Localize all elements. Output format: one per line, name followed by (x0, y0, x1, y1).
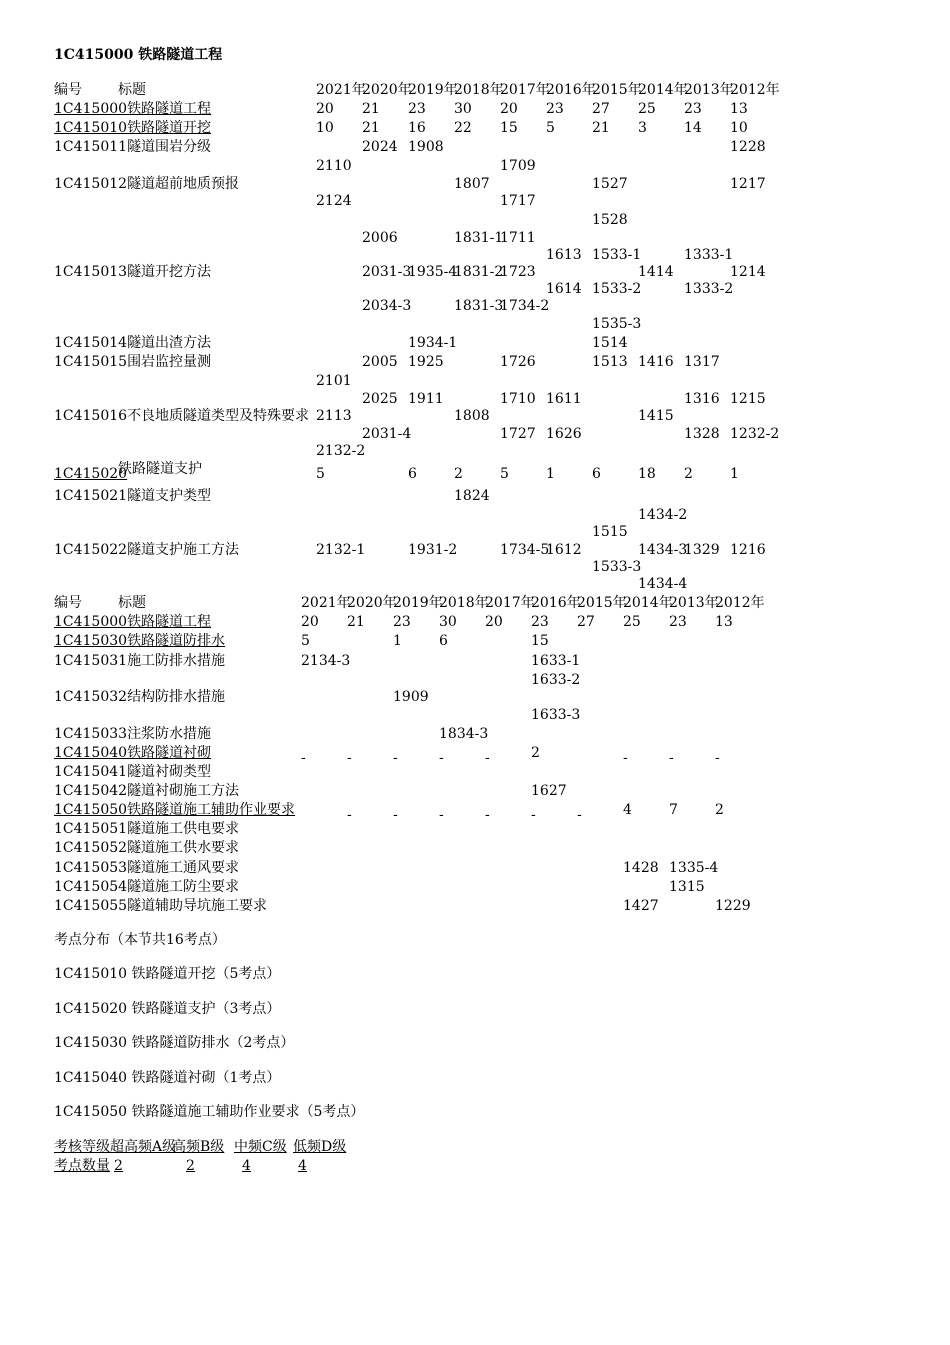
cell: 1626 (546, 426, 582, 442)
cell: 21 (362, 120, 380, 136)
row-label: 1C415014隧道出渣方法 (54, 335, 212, 351)
row-label: 1C415000铁路隧道工程 (54, 614, 212, 630)
cell: 1316 (684, 391, 720, 407)
summary-item: 1C415040 铁路隧道衬砌（1考点） (54, 1070, 281, 1086)
dash-cell: - (485, 807, 490, 823)
dash-cell: - (393, 807, 398, 823)
level-count: 4 (298, 1158, 307, 1174)
summary-heading: 考点分布（本节共16考点） (54, 932, 226, 948)
cell: 1415 (638, 408, 674, 424)
row-label: 1C415022隧道支护施工方法 (54, 542, 240, 558)
dash-cell: - (439, 807, 444, 823)
cell: 1434-3 (638, 542, 688, 558)
cell: 1533-3 (592, 559, 642, 575)
cell: 1215 (730, 391, 766, 407)
row-label: 1C415054隧道施工防尘要求 (54, 879, 240, 895)
cell: 1727 (500, 426, 536, 442)
col-header-title: 标题 (118, 595, 146, 611)
cell: 18 (638, 466, 656, 482)
cell: 1 (546, 466, 555, 482)
cell: 1335-4 (669, 860, 719, 876)
cell: 1214 (730, 264, 766, 280)
cell: 4 (623, 802, 632, 818)
cell: 13 (715, 614, 733, 630)
year-header: 2016年 (546, 82, 596, 98)
cell: 1611 (546, 391, 582, 407)
row-label: 1C415033注浆防水措施 (54, 726, 212, 742)
cell: 1614 (546, 281, 582, 297)
cell: 23 (684, 101, 702, 117)
level-count: 2 (186, 1158, 195, 1174)
cell: 2031-3 (362, 264, 412, 280)
dash-cell: - (577, 807, 582, 823)
cell: 15 (500, 120, 518, 136)
row-label: 1C415053隧道施工通风要求 (54, 860, 240, 876)
cell: 2110 (316, 158, 352, 174)
cell: 16 (408, 120, 426, 136)
row-label: 1C415052隧道施工供水要求 (54, 840, 240, 856)
cell: 1935-4 (408, 264, 458, 280)
cell: 2 (715, 802, 724, 818)
cell: 23 (669, 614, 687, 630)
level-count: 2 (114, 1158, 123, 1174)
dash-cell: - (301, 750, 306, 766)
level-grade: 超高频A级 (110, 1139, 177, 1155)
level-grade: 高频B级 (172, 1139, 225, 1155)
dash-cell: - (485, 750, 490, 766)
dash-cell: - (715, 750, 720, 766)
cell: 1627 (531, 783, 567, 799)
summary-item: 1C415020 铁路隧道支护（3考点） (54, 1001, 281, 1017)
cell: 1931-2 (408, 542, 458, 558)
dash-cell: - (347, 807, 352, 823)
dash-cell: - (669, 750, 674, 766)
cell: 1911 (408, 391, 444, 407)
cell: 1934-1 (408, 335, 458, 351)
cell: 1232-2 (730, 426, 780, 442)
cell: 1217 (730, 176, 766, 192)
cell: 20 (316, 101, 334, 117)
level-grade: 中频C级 (234, 1139, 287, 1155)
year-header: 2015年 (592, 82, 642, 98)
year-header: 2014年 (623, 595, 673, 611)
cell: 13 (730, 101, 748, 117)
cell: 21 (347, 614, 365, 630)
cell: 1333-1 (684, 247, 734, 263)
level-grade: 低频D级 (293, 1139, 347, 1155)
dash-cell: - (531, 807, 536, 823)
cell: 1428 (623, 860, 659, 876)
cell: 1633-1 (531, 653, 581, 669)
cell: 1612 (546, 542, 582, 558)
cell: 1717 (500, 193, 536, 209)
cell: 1925 (408, 354, 444, 370)
cell: 2132-1 (316, 542, 366, 558)
cell: 2025 (362, 391, 398, 407)
summary-item: 1C415050 铁路隧道施工辅助作业要求（5考点） (54, 1104, 365, 1120)
cell: 1 (393, 633, 402, 649)
cell: 1317 (684, 354, 720, 370)
cell: 1633-2 (531, 672, 581, 688)
cell: 1333-2 (684, 281, 734, 297)
cell: 2034-3 (362, 298, 412, 314)
cell: 1414 (638, 264, 674, 280)
year-header: 2021年 (301, 595, 351, 611)
row-label: 1C415040铁路隧道衬砌 (54, 745, 212, 761)
year-header: 2012年 (730, 82, 780, 98)
cell: 30 (454, 101, 472, 117)
cell: 10 (730, 120, 748, 136)
row-label: 1C415042隧道衬砌施工方法 (54, 783, 240, 799)
year-header: 2017年 (485, 595, 535, 611)
cell: 2 (531, 745, 540, 761)
cell: 2031-4 (362, 426, 412, 442)
dash-cell: - (393, 750, 398, 766)
col-header-code: 编号 (54, 595, 82, 611)
year-header: 2018年 (454, 82, 504, 98)
cell: 2124 (316, 193, 352, 209)
cell: 14 (684, 120, 702, 136)
col-header-code: 编号 (54, 82, 82, 98)
cell: 23 (546, 101, 564, 117)
cell: 25 (623, 614, 641, 630)
cell: 1831-2 (454, 264, 504, 280)
cell: 1533-1 (592, 247, 642, 263)
cell: 1535-3 (592, 316, 642, 332)
cell: 23 (393, 614, 411, 630)
cell: 1726 (500, 354, 536, 370)
cell: 20 (485, 614, 503, 630)
cell: 1808 (454, 408, 490, 424)
cell: 1909 (393, 689, 429, 705)
cell: 7 (669, 802, 678, 818)
cell: 1216 (730, 542, 766, 558)
cell: 1710 (500, 391, 536, 407)
cell: 5 (301, 633, 310, 649)
cell: 1613 (546, 247, 582, 263)
cell: 1328 (684, 426, 720, 442)
cell: 1527 (592, 176, 628, 192)
row-label: 1C415031施工防排水措施 (54, 653, 226, 669)
cell: 10 (316, 120, 334, 136)
cell: 20 (500, 101, 518, 117)
cell: 15 (531, 633, 549, 649)
year-header: 2021年 (316, 82, 366, 98)
year-header: 2019年 (408, 82, 458, 98)
cell: 22 (454, 120, 472, 136)
cell: 2134-3 (301, 653, 351, 669)
levels-count-label: 考点数量 (54, 1158, 110, 1174)
row-label: 1C415000铁路隧道工程 (54, 101, 212, 117)
cell: 1908 (408, 139, 444, 155)
cell: 1 (730, 466, 739, 482)
row-label-text: 铁路隧道支护 (118, 461, 202, 477)
row-label: 1C415021隧道支护类型 (54, 488, 212, 504)
row-label: 1C415010铁路隧道开挖 (54, 120, 212, 136)
levels-header-label: 考核等级 (54, 1139, 110, 1155)
cell: 1824 (454, 488, 490, 504)
year-header: 2015年 (577, 595, 627, 611)
year-header: 2016年 (531, 595, 581, 611)
cell: 6 (592, 466, 601, 482)
row-label: 1C415050铁路隧道施工辅助作业要求 (54, 802, 296, 818)
row-label: 1C415032结构防排水措施 (54, 689, 226, 705)
cell: 2024 (362, 139, 398, 155)
page-title: 1C415000 铁路隧道工程 (54, 47, 223, 63)
cell: 5 (546, 120, 555, 136)
cell: 27 (577, 614, 595, 630)
row-label-code: 1C415020 (54, 466, 128, 482)
year-header: 2018年 (439, 595, 489, 611)
dash-cell: - (347, 750, 352, 766)
level-count: 4 (242, 1158, 251, 1174)
cell: 25 (638, 101, 656, 117)
summary-item: 1C415010 铁路隧道开挖（5考点） (54, 966, 281, 982)
cell: 1515 (592, 524, 628, 540)
cell: 2101 (316, 373, 352, 389)
cell: 6 (439, 633, 448, 649)
cell: 1228 (730, 139, 766, 155)
cell: 1734-2 (500, 298, 550, 314)
dash-cell: - (623, 750, 628, 766)
summary-item: 1C415030 铁路隧道防排水（2考点） (54, 1035, 295, 1051)
cell: 1711 (500, 230, 536, 246)
cell: 1229 (715, 898, 751, 914)
row-label: 1C415012隧道超前地质预报 (54, 176, 240, 192)
cell: 1831-1 (454, 230, 504, 246)
cell: 2 (684, 466, 693, 482)
cell: 3 (638, 120, 647, 136)
cell: 1329 (684, 542, 720, 558)
cell: 1723 (500, 264, 536, 280)
cell: 5 (316, 466, 325, 482)
cell: 1513 (592, 354, 628, 370)
year-header: 2020年 (347, 595, 397, 611)
cell: 21 (592, 120, 610, 136)
cell: 2 (454, 466, 463, 482)
cell: 1807 (454, 176, 490, 192)
cell: 2005 (362, 354, 398, 370)
row-label: 1C415015围岩监控量测 (54, 354, 212, 370)
cell: 1434-4 (638, 576, 688, 592)
dash-cell: - (439, 750, 444, 766)
year-header: 2012年 (715, 595, 765, 611)
year-header: 2019年 (393, 595, 443, 611)
year-header: 2014年 (638, 82, 688, 98)
cell: 1709 (500, 158, 536, 174)
cell: 6 (408, 466, 417, 482)
cell: 1528 (592, 212, 628, 228)
cell: 2132-2 (316, 443, 366, 459)
cell: 21 (362, 101, 380, 117)
row-label: 1C415030铁路隧道防排水 (54, 633, 226, 649)
cell: 1734-5 (500, 542, 550, 558)
cell: 1514 (592, 335, 628, 351)
year-header: 2017年 (500, 82, 550, 98)
cell: 2113 (316, 408, 352, 424)
cell: 20 (301, 614, 319, 630)
cell: 23 (408, 101, 426, 117)
cell: 1427 (623, 898, 659, 914)
cell: 5 (500, 466, 509, 482)
cell: 1533-2 (592, 281, 642, 297)
cell: 1434-2 (638, 507, 688, 523)
col-header-title: 标题 (118, 82, 146, 98)
cell: 23 (531, 614, 549, 630)
row-label: 1C415013隧道开挖方法 (54, 264, 212, 280)
year-header: 2013年 (684, 82, 734, 98)
row-label: 1C415041隧道衬砌类型 (54, 764, 212, 780)
row-label: 1C415055隧道辅助导坑施工要求 (54, 898, 268, 914)
cell: 2006 (362, 230, 398, 246)
cell: 1831-3 (454, 298, 504, 314)
cell: 30 (439, 614, 457, 630)
cell: 27 (592, 101, 610, 117)
row-label: 1C415011隧道围岩分级 (54, 139, 212, 155)
year-header: 2020年 (362, 82, 412, 98)
cell: 1315 (669, 879, 705, 895)
cell: 1834-3 (439, 726, 489, 742)
row-label: 1C415051隧道施工供电要求 (54, 821, 240, 837)
cell: 1633-3 (531, 707, 581, 723)
cell: 1416 (638, 354, 674, 370)
year-header: 2013年 (669, 595, 719, 611)
row-label: 1C415016不良地质隧道类型及特殊要求 (54, 408, 310, 424)
